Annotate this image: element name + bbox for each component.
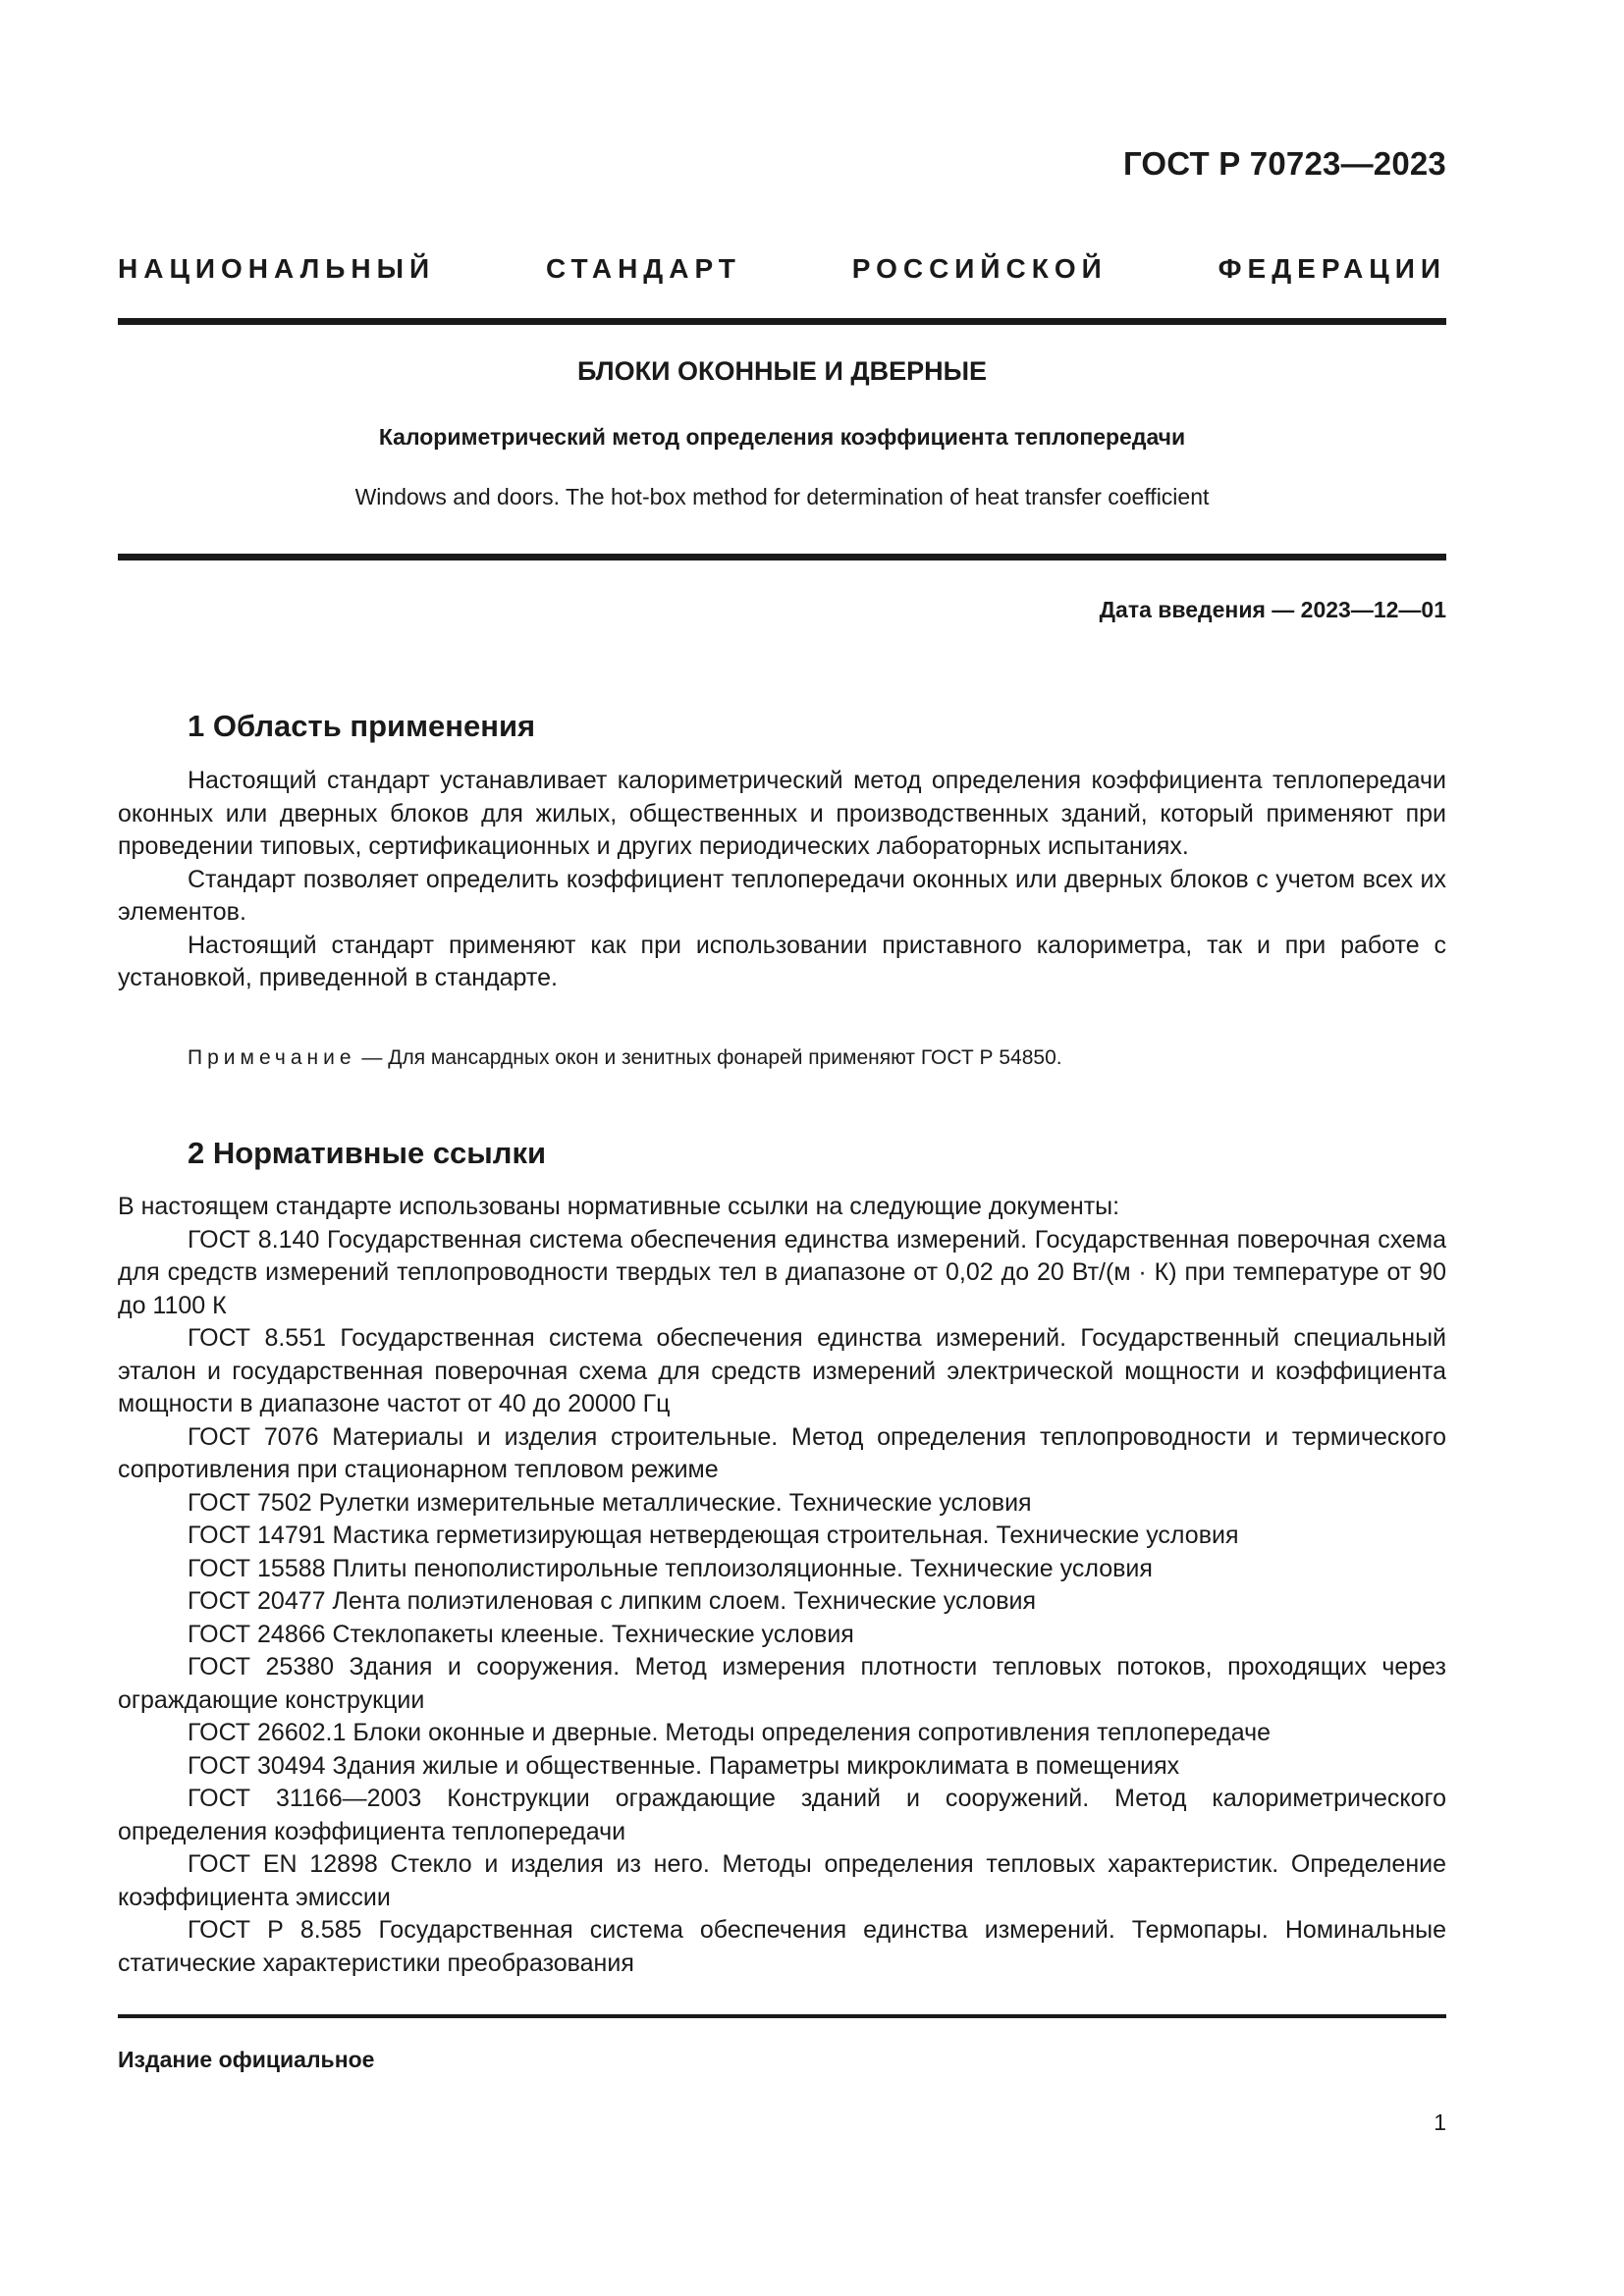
section-1-paragraph: Стандарт позволяет определить коэффициент теплопередачи оконных или дверных блоков с учетом всех их элементов. xyxy=(118,865,1446,926)
reference-item: ГОСТ 24866 Стеклопакеты клееные. Технические условия xyxy=(188,1620,854,1648)
reference-item: ГОСТ EN 12898 Стекло и изделия из него. Методы определения тепловых характеристик. Определение коэффициента эмиссии xyxy=(118,1850,1446,1911)
reference-item: ГОСТ 30494 Здания жилые и общественные. Параметры микроклимата в помещениях xyxy=(188,1751,1180,1780)
footer-rule xyxy=(118,2014,1446,2018)
section-1-heading: 1 Область применения xyxy=(188,709,536,743)
reference-item: ГОСТ 20477 Лента полиэтиленовая с липким слоем. Технические условия xyxy=(188,1587,1037,1615)
reference-item: ГОСТ 26602.1 Блоки оконные и дверные. Методы определения сопротивления теплопередаче xyxy=(188,1719,1272,1746)
page-number: 1 xyxy=(1434,2109,1446,2135)
reference-item: ГОСТ 15588 Плиты пенополистирольные теплоизоляционные. Технические условия xyxy=(188,1554,1153,1582)
reference-item: ГОСТ 25380 Здания и сооружения. Метод измерения плотности тепловых потоков, проходящих через ограждающие конструкции xyxy=(118,1653,1446,1714)
title-rule xyxy=(118,554,1446,561)
section-1-body xyxy=(118,765,1446,995)
document-subtitle: Калориметрический метод определения коэффициента теплопередачи xyxy=(378,424,1186,450)
note-label: Примечание xyxy=(188,1046,356,1069)
section-2-body xyxy=(118,1191,1446,1980)
section-2-intro: В настоящем стандарте использованы нормативные ссылки на следующие документы: xyxy=(118,1193,1120,1220)
english-title: Windows and doors. The hot-box method for determination of heat transfer coefficient xyxy=(354,484,1210,509)
note-text: — Для мансардных окон и зенитных фонарей применяют ГОСТ Р 54850. xyxy=(355,1046,1062,1069)
header-rule xyxy=(118,318,1446,325)
reference-item: ГОСТ 8.140 Государственная система обеспечения единства измерений. Государственная поверочная схема для средств измерений теплопроводности твердых тел в диапазоне от 0,02 до 20 Вт/(м · К) при температуре от 90 до 1100 К xyxy=(118,1225,1446,1319)
section-1-paragraph: Настоящий стандарт устанавливает калориметрический метод определения коэффициента теплопередачи оконных или дверных блоков для жилых, общественных и производственных зданий, который применяют при проведении типовых, сертификационных и других периодических лабораторных испытаниях. xyxy=(118,767,1446,860)
reference-item: ГОСТ 7076 Материалы и изделия строительные. Метод определения теплопроводности и термического сопротивления при стационарном тепловом режиме xyxy=(118,1422,1446,1483)
reference-item: ГОСТ 14791 Мастика герметизирующая нетвердеющая строительная. Технические условия xyxy=(188,1522,1239,1549)
document-title: БЛОКИ ОКОННЫЕ И ДВЕРНЫЕ xyxy=(576,356,988,386)
introduction-date: Дата введения — 2023—12—01 xyxy=(1099,597,1446,622)
note xyxy=(188,1046,1062,1070)
national-standard-banner: НАЦИОНАЛЬНЫЙ СТАНДАРТ РОССИЙСКОЙ ФЕДЕРАЦИИ xyxy=(118,253,1446,284)
reference-item: ГОСТ 8.551 Государственная система обеспечения единства измерений. Государственный специальный эталон и государственная поверочная схема для средств измерений электрической мощности и коэффициента мощности в диапазоне частот от 40 до 20000 Гц xyxy=(118,1324,1446,1417)
official-edition-label: Издание официальное xyxy=(118,2047,375,2072)
reference-item: ГОСТ Р 8.585 Государственная система обеспечения единства измерений. Термопары. Номинальные статические характеристики преобразования xyxy=(118,1916,1446,1977)
reference-item: ГОСТ 31166—2003 Конструкции ограждающие зданий и сооружений. Метод калориметрического определения коэффициента теплопередачи xyxy=(118,1785,1446,1845)
section-1-paragraph: Настоящий стандарт применяют как при использовании приставного калориметра, так и при работе с установкой, приведенной в стандарте. xyxy=(118,931,1446,991)
reference-item: ГОСТ 7502 Рулетки измерительные металлические. Технические условия xyxy=(188,1488,1032,1517)
document-id: ГОСТ Р 70723—2023 xyxy=(1122,145,1446,182)
section-2-heading: 2 Нормативные ссылки xyxy=(188,1136,547,1170)
